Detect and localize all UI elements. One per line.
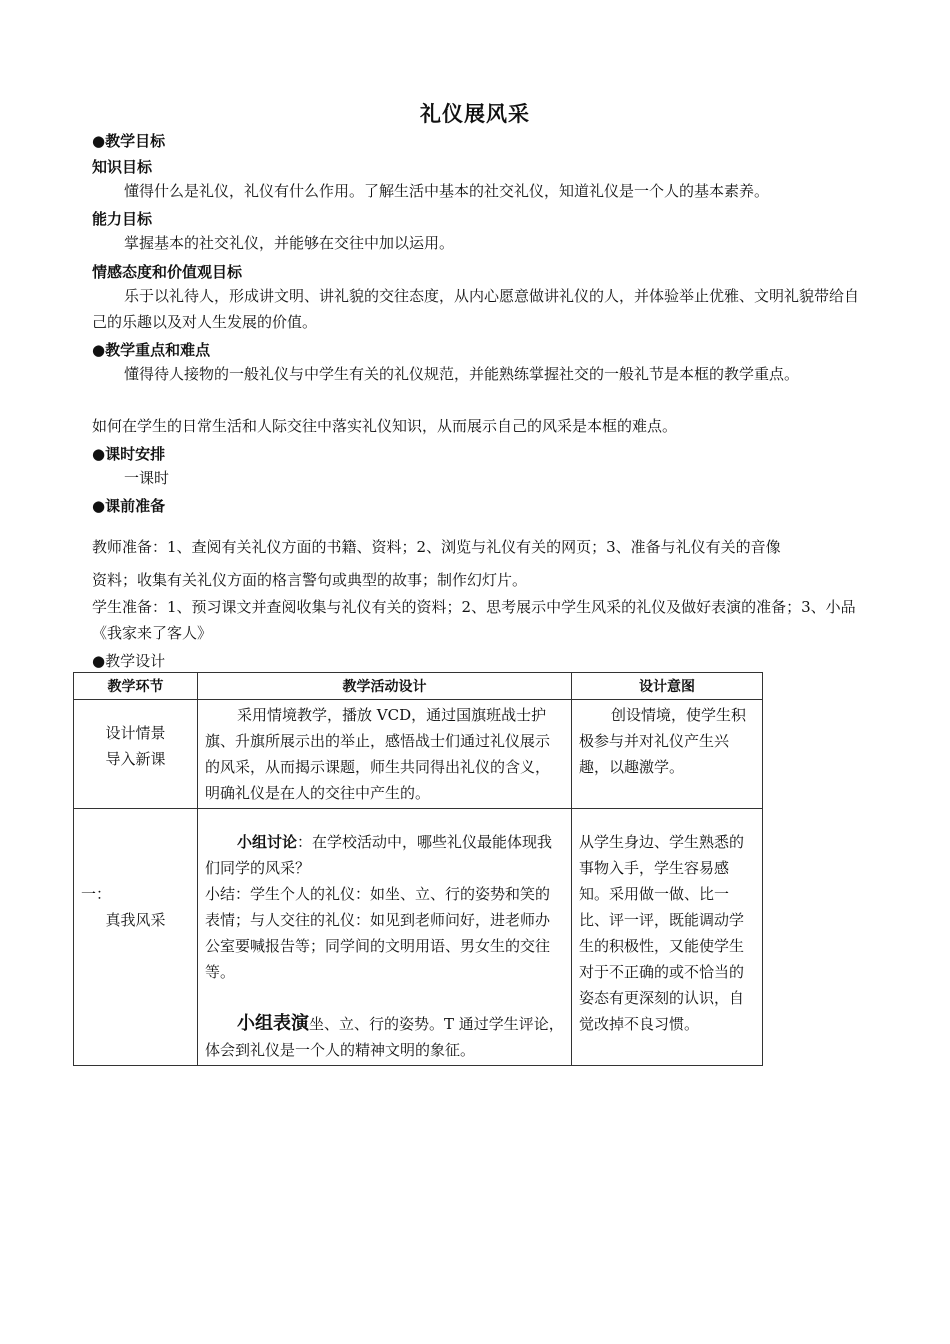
student-prep: 学生准备：1、预习课文并查阅收集与礼仪有关的资料；2、思考展示中学生风采的礼仪及做好表演的准备；3、小品《我家来了客人》 bbox=[92, 598, 856, 642]
activity-cell bbox=[198, 809, 572, 1066]
ability-text: 掌握基本的社交礼仪，并能够在交往中加以运用。 bbox=[124, 234, 455, 252]
table-row bbox=[74, 809, 763, 1066]
key-text: 懂得待人接物的一般礼仪与中学生有关的礼仪规范，并能熟练掌握社交的一般礼节是本框的教学重点。 bbox=[124, 365, 800, 383]
perform-label: 小组表演 bbox=[237, 1013, 309, 1034]
schedule-text: 一课时 bbox=[124, 469, 170, 487]
stage-line: 设计情景 bbox=[105, 724, 166, 742]
activity-cell bbox=[198, 700, 572, 809]
document-title: 礼仪展风采 bbox=[420, 102, 530, 126]
intent-text: 从学生身边、学生熟悉的事物入手，学生容易感知。采用做一做、比一比、评一评，既能调动学生的积极性，又能使学生对于不正确的或不恰当的姿态有更深刻的认识，自觉改掉不良习惯。 bbox=[579, 833, 745, 1033]
summary-text: 小结：学生个人的礼仪：如坐、立、行的姿势和笑的表情；与人交往的礼仪：如见到老师问好，进老师办公室要喊报告等；同学间的文明用语、男女生的交往等。 bbox=[205, 885, 551, 981]
knowledge-text: 懂得什么是礼仪，礼仪有什么作用。了解生活中基本的社交礼仪，知道礼仪是一个人的基本素养。 bbox=[124, 182, 770, 200]
difficulty-text: 如何在学生的日常生活和人际交往中落实礼仪知识，从而展示自己的风采是本框的难点。 bbox=[92, 417, 678, 435]
lesson-design-table bbox=[73, 672, 763, 1066]
header-intent: 设计意图 bbox=[572, 673, 763, 700]
stage-line: 真我风采 bbox=[105, 911, 166, 929]
stage-cell bbox=[74, 700, 198, 809]
stage-cell bbox=[74, 809, 198, 1066]
perform-paragraph bbox=[205, 1011, 564, 1063]
table-header-row bbox=[74, 673, 763, 700]
perform-text: 坐、立、行的姿势。T 通过学生评论，体会到礼仪是一个人的精神文明的象征。 bbox=[205, 1015, 564, 1059]
discussion-text: ：在学校活动中，哪些礼仪最能体现我们同学的风采？ bbox=[205, 833, 553, 877]
emotion-text: 乐于以礼待人，形成讲文明、讲礼貌的交往态度，从内心愿意做讲礼仪的人，并体验举止优雅、文明礼貌带给自己的乐趣以及对人生发展的价值。 bbox=[92, 287, 860, 331]
teacher-prep-continued: 资料；收集有关礼仪方面的格言警句或典型的故事；制作幻灯片。 bbox=[92, 571, 528, 589]
stage-line: 导入新课 bbox=[105, 750, 166, 768]
stage-line: 一： bbox=[81, 885, 112, 903]
emotion-heading: 情感态度和价值观目标 bbox=[92, 263, 243, 281]
teacher-prep: 教师准备：1、查阅有关礼仪方面的书籍、资料；2、浏览与礼仪有关的网页；3、准备与礼仪有关的音像 bbox=[92, 538, 781, 556]
discussion-label: 小组讨论 bbox=[237, 833, 298, 851]
ability-heading: 能力目标 bbox=[92, 210, 153, 228]
activity-text: 采用情境教学，播放 VCD，通过国旗班战士护旗、升旗所展示出的举止，感悟战士们通过礼仪展示的风采，从而揭示课题，师生共同得出礼仪的含义，明确礼仪是在人的交往中产生的。 bbox=[205, 706, 551, 802]
intent-cell bbox=[572, 809, 763, 1066]
header-stage: 教学环节 bbox=[74, 673, 198, 700]
key-heading: ●教学重点和难点 bbox=[92, 341, 211, 359]
intent-cell bbox=[572, 700, 763, 809]
intent-text: 创设情境，使学生积极参与并对礼仪产生兴趣，以趣激学。 bbox=[579, 706, 747, 776]
table-row bbox=[74, 700, 763, 809]
prep-heading: ●课前准备 bbox=[92, 497, 166, 515]
goals-heading: ●教学目标 bbox=[92, 132, 166, 150]
schedule-heading: ●课时安排 bbox=[92, 445, 166, 463]
discussion-paragraph bbox=[205, 829, 564, 881]
header-activity: 教学活动设计 bbox=[198, 673, 572, 700]
design-heading: ●教学设计 bbox=[92, 652, 166, 670]
knowledge-heading: 知识目标 bbox=[92, 158, 153, 176]
